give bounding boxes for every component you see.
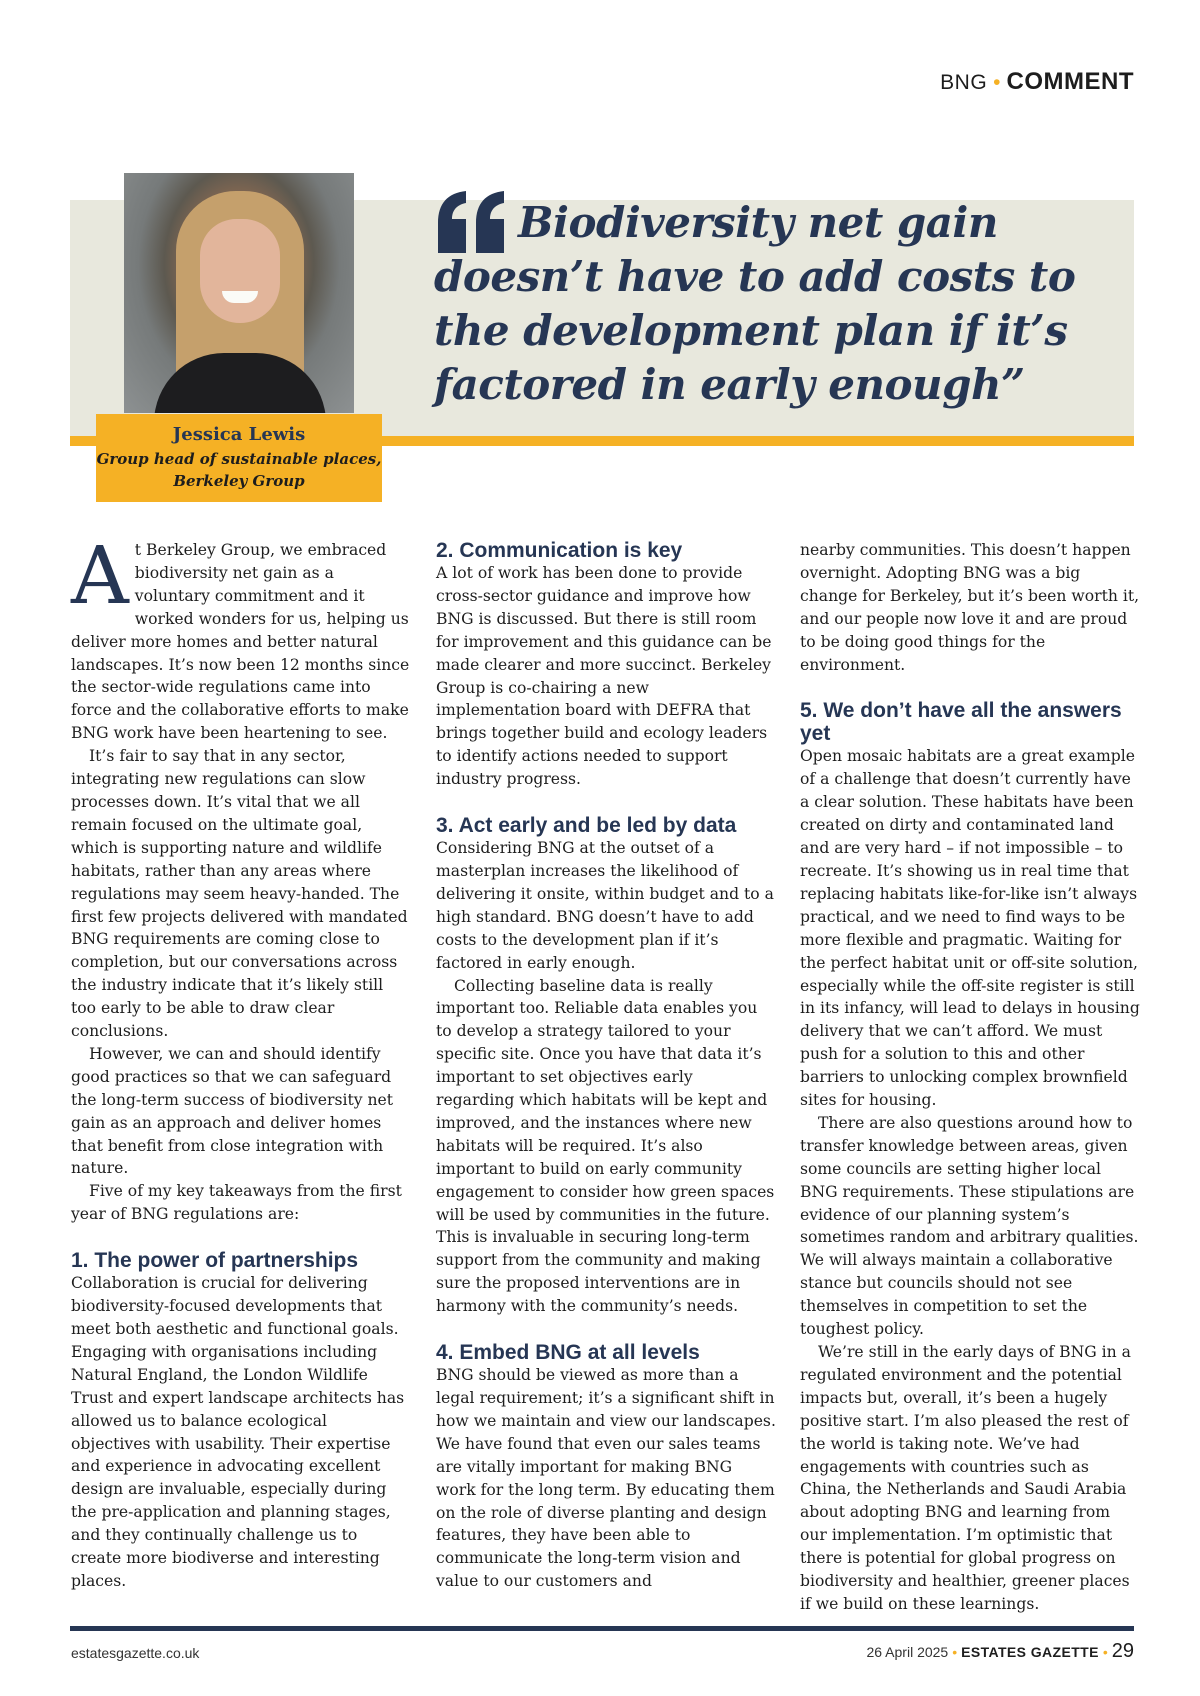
drop-cap: A: [71, 529, 129, 622]
subheading-answers: 5. We don’t have all the answers yet: [800, 699, 1122, 746]
section-title: COMMENT: [1006, 68, 1134, 95]
footer-date: 26 April 2025: [866, 1644, 949, 1660]
body-paragraph: A lot of work has been done to provide cross-sector guidance and improve how BNG is discussed. But there is still room for improvement and this guidance can be made clearer and more succinct. Berkeley Group is co-chairing a new implementation board with DEFRA that brings together build and ecology leaders to identify actions needed to support industry progress.: [436, 564, 772, 789]
footer-publication: ESTATES GAZETTE: [961, 1644, 1099, 1660]
footer-info: [866, 1640, 1134, 1663]
footer-rule: [70, 1626, 1134, 1631]
pull-quote-line2: doesn’t have to add costs to: [434, 252, 1076, 301]
body-paragraph: Open mosaic habitats are a great example of a challenge that doesn’t currently have a clear solution. These habitats have been created on dirty and contaminated land and are very hard – if not impossible – to recreate. It’s showing us in real time that replacing habitats like-for-like isn’t always practical, and we need to find ways to be more flexible and pragmatic. Waiting for the perfect habitat unit or off-site solution, especially while the off-site register is still in its infancy, will lead to delays in housing delivery that we can’t afford. We must push for a solution to this and other barriers to unlocking complex brownfield sites for housing.: [800, 747, 1140, 1110]
footer-website: estatesgazette.co.uk: [71, 1645, 200, 1661]
subheading-embed: 4. Embed BNG at all levels: [436, 1341, 700, 1365]
subheading-communication: 2. Communication is key: [436, 539, 683, 562]
intro-text: t Berkeley Group, we embraced biodiversity net gain as a voluntary commitment and it worked wonders for us, helping us deliver more homes and better natural landscapes. It’s now been 12 months since the sector-wide regulations came into force and the collaborative efforts to make BNG work have been heartening to see.: [71, 541, 410, 743]
subheading-act-early: 3. Act early and be led by data: [436, 814, 737, 838]
pull-quote-line1: Biodiversity net gain: [518, 198, 998, 247]
section-kicker: BNG: [940, 71, 988, 94]
section-tag: [940, 68, 1134, 96]
pull-quote-line4: factored in early enough”: [434, 360, 1025, 409]
author-caption: [96, 414, 382, 502]
separator-dot: •: [952, 1644, 958, 1660]
author-role: [96, 448, 382, 492]
body-paragraph: BNG should be viewed as more than a legal requirement; it’s a significant shift in how we maintain and view our landscapes. We have found that even our sales teams are vitally important for making BNG work for the long term. By educating them on the role of diverse planting and design features, they have been able to communicate the long-term vision and value to our customers and: [436, 1366, 776, 1591]
author-name: Jessica Lewis: [172, 424, 306, 445]
body-paragraph: We’re still in the early days of BNG in a regulated environment and the potential impacts but, overall, it’s been a hugely positive start. I’m also pleased the rest of the world is taking note. We’ve had engagements with countries such as China, the Netherlands and Saudi Arabia about adopting BNG and learning from our implementation. I’m optimistic that there is potential for global progress on biodiversity and healthier, greener places if we build on these learnings.: [800, 1343, 1131, 1613]
body-paragraph: Collecting baseline data is really important too. Reliable data enables you to develop a strategy tailored to your specific site. Once you have that data it’s important to set objectives early regarding which habitats will be kept and improved, and the instances where new habitats will be required. It’s also important to build on early community engagement to consider how green spaces will be used by communities in the future. This is invaluable in securing long-term support from the community and making sure the proposed interventions are in harmony with the community’s needs.: [436, 976, 775, 1316]
body-paragraph: However, we can and should identify good practices so that we can safeguard the long-term success of biodiversity net gain as an approach and deliver homes that benefit from close integration with nature.: [71, 1044, 394, 1178]
separator-dot: •: [1102, 1644, 1108, 1660]
subheading-partnerships: 1. The power of partnerships: [71, 1249, 359, 1273]
body-paragraph: Five of my key takeaways from the first year of BNG regulations are:: [71, 1182, 402, 1224]
pull-quote-line3: the development plan if it’s: [434, 306, 1068, 355]
author-role-line1: Group head of sustainable places,: [96, 450, 382, 468]
separator-dot: •: [993, 71, 1001, 94]
article-column-2: [436, 539, 776, 1593]
body-paragraph: Collaboration is crucial for delivering biodiversity-focused developments that meet both aesthetic and functional goals. Engaging with organisations including Natural England, the London Wildlife Trust and expert landscape architects has allowed us to balance ecological objectives with usability. Their expertise and experience in advocating excellent design are invaluable, especially during the pre-application and planning stages, and they continually challenge us to create more biodiverse and interesting places.: [71, 1274, 405, 1590]
article-column-1: [71, 529, 411, 1593]
author-photo: [124, 173, 354, 413]
body-paragraph: It’s fair to say that in any sector, integrating new regulations can slow processes down. It’s vital that we all remain focused on the ultimate goal, which is supporting nature and wildlife habitats, rather than any areas where regulations may seem heavy-handed. The first few projects delivered with mandated BNG requirements are coming close to completion, but our conversations across the industry indicate that it’s likely still too early to be able to draw clear conclusions.: [71, 747, 408, 1041]
pull-quote: [434, 196, 1114, 412]
page-number: 29: [1111, 1640, 1134, 1662]
author-role-line2: Berkeley Group: [173, 472, 305, 490]
body-paragraph: nearby communities. This doesn’t happen overnight. Adopting BNG was a big change for Berkeley, but it’s been worth it, and our people now love it and are proud to be doing good things for the environment.: [800, 541, 1140, 674]
body-paragraph: There are also questions around how to transfer knowledge between areas, given some councils are setting higher local BNG requirements. These stipulations are evidence of our planning system’s sometimes random and arbitrary qualities. We will always maintain a collaborative stance but councils should not see themselves in competition to set the toughest policy.: [800, 1113, 1139, 1339]
body-paragraph: Considering BNG at the outset of a masterplan increases the likelihood of delivering it onsite, within budget and to a high standard. BNG doesn’t have to add costs to the development plan if it’s factored in early enough.: [436, 839, 774, 972]
intro-paragraph: [71, 529, 411, 745]
article-column-3: [800, 539, 1140, 1616]
